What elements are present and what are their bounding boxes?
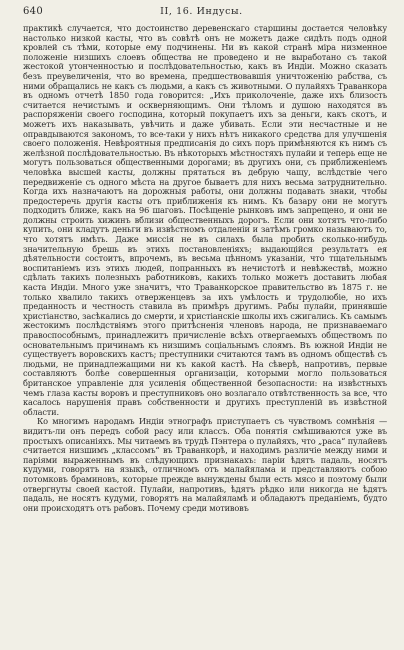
running-head: II, 16. Индусы. (160, 6, 243, 17)
paragraph-2: Ко многимъ народамъ Индіи этнографъ приступаетъ съ чувствомъ сомнѣнія — видитъ-ли онъ передъ собой расу или классъ. Оба понятія смѣшиваются уже въ простыхъ описаніяхъ. Мы читаемъ въ трудѣ Пэнтера о пулайяхъ, что „раса“ пулайевъ считается низшимъ „классомъ“ въ Траванкорѣ, и находимъ различіе между ними и парiями выраженнымъ въ слѣдующихъ признакахъ: паріи ѣдятъ падаль, носятъ кудуми, говорятъ на языкѣ, отличномъ отъ малайялама и представляютъ собою потомковъ браминовъ, которые прежде вынуждены были есть мясо и поэтому были отвергнуты своей кастой. Пулайи, напротивъ, ѣдятъ рѣдко или никогда не ѣдятъ падаль, не носятъ кудуми, говорятъ на малайяламѣ и обладаютъ преданіемъ, будто они происходятъ отъ рабовъ. Почему среди мотивовъ (23, 416, 387, 513)
page-number: 640 (23, 6, 43, 17)
paragraph-1: практикѣ случается, что достоинство деревенскаго старшины достается человѣку настолько низкой касты, что въ совѣтѣ онъ не можетъ даже сидѣть подъ одной кровлей съ тѣми, которые ему подчинены. Ни въ какой странѣ міра низменное положеніе низшихъ слоевъ общества не проведено и не выработано съ такой жестокой утонченностью и послѣдовательностью, какъ въ Индіи. Можно сказать безъ преувеличенія, что во времена, предшествовавшія уничтоженію рабства, съ ними обращались не какъ съ людьми, а какъ съ животными. О пулайяхъ Траванкора въ одномъ отчетѣ 1850 года говорится: „Ихъ приколоченіе, даже ихъ близость считается нечистымъ и оскверняющимъ. Они тѣломъ и душою находятся въ распоряженіи своего господина, который покупаетъ ихъ за деньги, какъ скотъ, и можетъ ихъ наказывать, увѣчить и даже убивать. Если эти несчастные и не оправдываются закономъ, то все-таки у нихъ нѣтъ никакого средства для улучшенія своего положенія. Невѣроятныя предписанія до сихъ поръ примѣняются къ нимъ съ желѣзной послѣдовательностью. Въ нѣкоторыхъ мѣстностяхъ пулайи и теперь еще не могутъ пользоваться общественными дорогами; въ другихъ они, съ приближеніемъ человѣка высшей касты, должны прятаться въ дебрую чащу, вслѣдствіе чего передвиженіе съ одного мѣста на другое бываетъ для нихъ весьма затруднительно. Когда ихъ назначаютъ на дорожныя работы, они должны подавать знаки, чтобы предостеречь другія касты отъ приближенія къ нимъ. Къ базару они не могутъ подходить ближе, какъ на 96 шаговъ. Посѣщеніе рынковъ имъ запрещено, и они не должны строить хижинъ вблизи общественныхъ дорогъ. Если они хотятъ что-либо купить, они кладутъ деньги въ извѣстномъ отдаленіи и затѣмъ громко называютъ то, что хотятъ имѣть. Даже миссія не въ силахъ была пробить сколько-нибудь значительную брешь въ этихъ постановленіяхъ; выдающійся результатъ ея дѣятельности состоитъ, впрочемъ, въ весьма цѣнномъ указаніи, что тщательнымъ воспитаніемъ изъ этихъ людей, попранныхъ въ нечистотѣ и невѣжествѣ, можно сдѣлать такихъ полезныхъ работниковъ, какихъ только можетъ доставить любая каста Индіи. Много уже значитъ, что Траванкорское правительство въ 1875 г. не только хвалило такихъ отверженцевъ за ихъ умѣлость и трудолюбіе, но ихъ преданность и честность ставила въ примѣръ другимъ. Рабы пулайи, принявшіе христіанство, засѣкались до смерти, и христіанскіе школы ихъ сжигались. Къ самымъ жестокимъ послѣдствіямъ этого притѣсненія членовъ народа, не признаваемаго правоспособнымъ, принадлежитъ причисленіе всѣхъ отвергаемыхъ обществомъ по основательнымъ причинамъ къ низшимъ соціальнымъ слоямъ. Въ южной Индіи не существуетъ воровскихъ кастъ; преступники считаются тамъ въ одномъ обществѣ съ людьми, не принадлежащими ни къ какой кастѣ. На сѣверѣ, напротивъ, первые составляютъ болѣе совершенныя организаціи, которыми могло пользоваться британское управленіе для усиленія общественной безопасности: на извѣстныхъ чемъ глаза касты воровъ и преступниковъ оно возлагало отвѣтственность за все, что касалось нарушенія правъ собственности и другихъ преступленій въ извѣстной области. (23, 24, 387, 417)
page-header (23, 6, 380, 20)
body-text (23, 24, 387, 644)
